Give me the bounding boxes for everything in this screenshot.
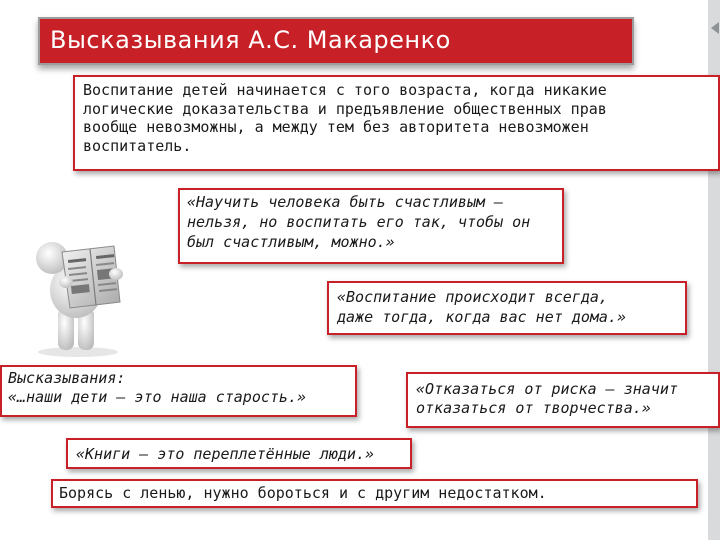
arrow-left-icon[interactable]: [711, 22, 719, 34]
quote-line: логические доказательства и предъявление общественных прав: [83, 99, 607, 118]
quote-box-books: [66, 438, 412, 469]
quote-line: нельзя, но воспитать его так, чтобы он: [187, 213, 531, 231]
quote-box-always-upbringing: [327, 281, 687, 335]
quote-box-laziness: [51, 479, 698, 508]
quote-line: Высказывания:: [8, 369, 126, 387]
quote-line: «Отказаться от риска — значит: [416, 380, 678, 398]
quote-text: [53, 481, 696, 503]
quote-line: даже тогда, когда вас нет дома.»: [337, 308, 626, 326]
person-reading-newspaper-icon: [18, 230, 146, 358]
quote-box-risk-creativity: [406, 372, 720, 428]
quote-text: [180, 190, 562, 252]
quote-text: [75, 77, 718, 155]
quote-line: отказаться от творчества.»: [416, 399, 651, 417]
quote-line: Воспитание детей начинается с того возраста, когда никакие: [83, 81, 607, 99]
quote-line: вообще невозможны, а между тем без авторитета невозможен: [83, 118, 589, 136]
quote-box-happiness: [178, 188, 564, 264]
slide-title: Высказывания А.С. Макаренко: [50, 26, 451, 54]
quote-line: воспитатель.: [83, 136, 192, 155]
quote-box-upbringing-authority: [73, 75, 720, 171]
quote-line: «Воспитание происходит всегда,: [337, 288, 608, 306]
quote-text: [2, 367, 355, 407]
quote-text: [408, 374, 718, 418]
quote-box-children-old-age: [0, 365, 357, 417]
title-banner: [38, 17, 634, 65]
quote-text: [329, 283, 685, 327]
quote-line: «Научить человека быть счастливым —: [187, 193, 504, 211]
quote-line: «Книги — это переплетённые люди.»: [76, 445, 375, 463]
quote-line: был счастливым, можно.»: [187, 233, 395, 251]
quote-line: Борясь с ленью, нужно бороться и с другим недостатком.: [59, 484, 547, 502]
quote-text: [68, 440, 410, 464]
quote-line: «…наши дети — это наша старость.»: [8, 388, 307, 406]
